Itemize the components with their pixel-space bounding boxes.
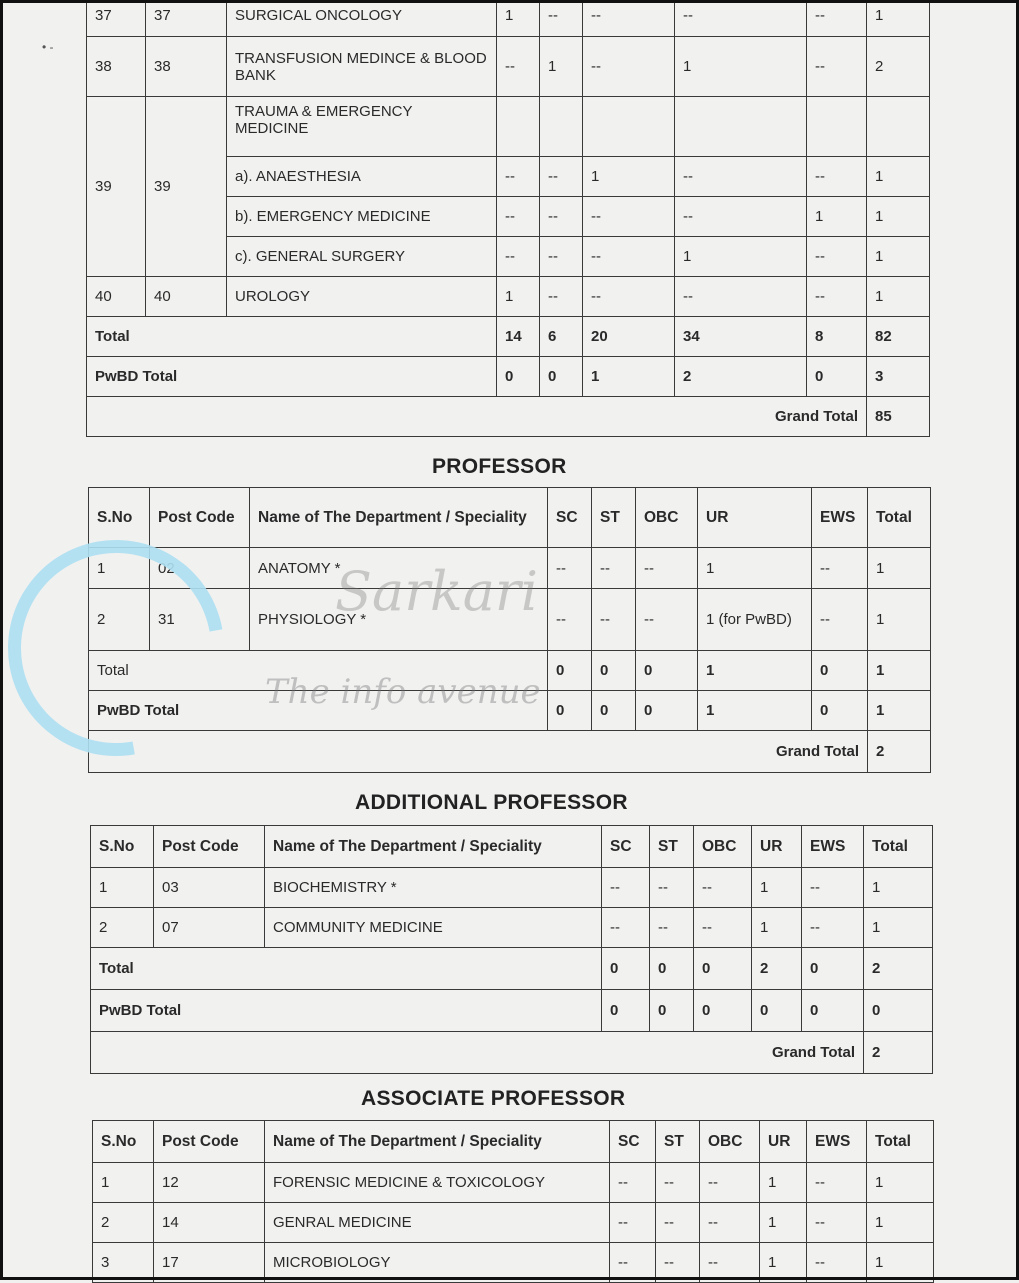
obc-cell: --: [636, 589, 698, 651]
ur-cell: --: [675, 157, 807, 197]
ews-cell: --: [807, 237, 867, 277]
ur-cell: [675, 97, 807, 157]
ur-header: UR: [752, 826, 802, 868]
overall-total: 82: [867, 317, 930, 357]
ews-cell: --: [807, 1243, 867, 1283]
ur-header: UR: [760, 1121, 807, 1163]
post-code-header: Post Code: [154, 1121, 265, 1163]
ur-cell: 1: [760, 1163, 807, 1203]
total-cell: 1: [868, 589, 931, 651]
sno-cell: 38: [87, 37, 146, 97]
st-cell: [540, 97, 583, 157]
obc-total: 0: [694, 948, 752, 990]
st-cell: --: [540, 277, 583, 317]
post-code-cell: 02: [150, 548, 250, 589]
obc-cell: --: [694, 908, 752, 948]
department-cell: b). EMERGENCY MEDICINE: [227, 197, 497, 237]
header-row: [91, 826, 933, 868]
post-code-cell: 12: [154, 1163, 265, 1203]
overall-pwbd: 3: [867, 357, 930, 397]
pwbd-total-row: [87, 357, 930, 397]
sno-cell: 40: [87, 277, 146, 317]
obc-cell: --: [583, 37, 675, 97]
table-row: [91, 868, 933, 908]
department-cell: COMMUNITY MEDICINE: [265, 908, 602, 948]
st-pwbd: 0: [650, 990, 694, 1032]
header-row: [89, 488, 931, 548]
st-cell: --: [540, 157, 583, 197]
obc-total: 20: [583, 317, 675, 357]
ur-cell: --: [675, 0, 807, 37]
st-pwbd: 0: [540, 357, 583, 397]
ews-cell: --: [807, 1163, 867, 1203]
grand-total-value: 2: [868, 731, 931, 773]
ews-cell: --: [812, 548, 868, 589]
sc-cell: --: [548, 548, 592, 589]
obc-cell: 1: [583, 157, 675, 197]
section-title-associate-professor: ASSOCIATE PROFESSOR: [361, 1087, 626, 1110]
obc-cell: --: [583, 277, 675, 317]
ews-total: 0: [802, 948, 864, 990]
sc-cell: --: [610, 1203, 656, 1243]
department-cell: FORENSIC MEDICINE & TOXICOLOGY: [265, 1163, 610, 1203]
ur-header: UR: [698, 488, 812, 548]
st-cell: --: [592, 548, 636, 589]
department-cell: UROLOGY: [227, 277, 497, 317]
st-cell: --: [650, 908, 694, 948]
sc-cell: --: [497, 237, 540, 277]
st-pwbd: 0: [592, 691, 636, 731]
sc-cell: --: [497, 37, 540, 97]
st-header: ST: [650, 826, 694, 868]
continued-table: [86, 0, 930, 437]
department-cell: BIOCHEMISTRY *: [265, 868, 602, 908]
ur-pwbd: 0: [752, 990, 802, 1032]
sno-cell: 1: [91, 868, 154, 908]
department-cell: PHYSIOLOGY *: [250, 589, 548, 651]
pwbd-total-label: PwBD Total: [91, 990, 602, 1032]
st-header: ST: [656, 1121, 700, 1163]
total-header: Total: [868, 488, 931, 548]
ur-total: 34: [675, 317, 807, 357]
total-label: Total: [91, 948, 602, 990]
obc-cell: --: [700, 1203, 760, 1243]
st-cell: --: [592, 589, 636, 651]
pwbd-total-label: PwBD Total: [89, 691, 548, 731]
continued-table-block: [86, 0, 929, 437]
table-row: [87, 97, 930, 157]
ews-header: EWS: [802, 826, 864, 868]
scan-speck: • -: [42, 40, 54, 54]
st-cell: --: [540, 0, 583, 37]
ews-header: EWS: [812, 488, 868, 548]
ews-cell: --: [802, 868, 864, 908]
post-code-cell: 17: [154, 1243, 265, 1283]
obc-total: 0: [636, 651, 698, 691]
ews-pwbd: 0: [802, 990, 864, 1032]
section-title-additional-professor: ADDITIONAL PROFESSOR: [355, 791, 628, 814]
department-cell: GENRAL MEDICINE: [265, 1203, 610, 1243]
sc-cell: --: [602, 908, 650, 948]
watermark-signature: Sarkari: [335, 560, 539, 623]
post-code-cell: 07: [154, 908, 265, 948]
additional-professor-table: [90, 825, 933, 1074]
grand-total-value: 85: [867, 397, 930, 437]
ur-cell: 1: [752, 868, 802, 908]
post-code-cell: 38: [146, 37, 227, 97]
sc-cell: --: [610, 1163, 656, 1203]
sno-header: S.No: [91, 826, 154, 868]
sc-cell: --: [602, 868, 650, 908]
st-header: ST: [592, 488, 636, 548]
total-header: Total: [867, 1121, 934, 1163]
total-cell: 1: [867, 197, 930, 237]
sc-cell: 1: [497, 277, 540, 317]
ews-cell: --: [807, 1203, 867, 1243]
associate-professor-table-block: [92, 1120, 933, 1283]
obc-header: OBC: [694, 826, 752, 868]
department-cell: MICROBIOLOGY: [265, 1243, 610, 1283]
post-code-cell: 37: [146, 0, 227, 37]
st-cell: --: [540, 197, 583, 237]
table-row: [87, 277, 930, 317]
obc-pwbd: 1: [583, 357, 675, 397]
total-row: [87, 317, 930, 357]
sno-header: S.No: [89, 488, 150, 548]
obc-cell: --: [636, 548, 698, 589]
st-cell: --: [540, 237, 583, 277]
sc-cell: --: [497, 197, 540, 237]
sc-cell: --: [548, 589, 592, 651]
sno-cell: 2: [89, 589, 150, 651]
department-cell: SURGICAL ONCOLOGY: [227, 0, 497, 37]
overall-pwbd: 1: [868, 691, 931, 731]
ur-pwbd: 2: [675, 357, 807, 397]
ur-pwbd: 1: [698, 691, 812, 731]
total-cell: 1: [864, 908, 933, 948]
sno-cell: 37: [87, 0, 146, 37]
pwbd-total-row: [91, 990, 933, 1032]
department-header: Name of The Department / Speciality: [265, 1121, 610, 1163]
post-code-cell: 31: [150, 589, 250, 651]
department-cell: TRANSFUSION MEDINCE & BLOOD BANK: [227, 37, 497, 97]
sc-cell: [497, 97, 540, 157]
total-label: Total: [89, 651, 548, 691]
st-cell: --: [656, 1203, 700, 1243]
st-cell: --: [656, 1243, 700, 1283]
obc-cell: [583, 97, 675, 157]
grand-total-row: [89, 731, 931, 773]
obc-header: OBC: [700, 1121, 760, 1163]
sno-cell: 1: [93, 1163, 154, 1203]
grand-total-value: 2: [864, 1032, 933, 1074]
ur-cell: 1: [675, 37, 807, 97]
total-cell: 1: [867, 1163, 934, 1203]
table-row: [87, 37, 930, 97]
st-cell: --: [650, 868, 694, 908]
department-group-cell: TRAUMA & EMERGENCY MEDICINE: [227, 97, 497, 157]
department-cell: ANATOMY *: [250, 548, 548, 589]
sno-cell: 2: [91, 908, 154, 948]
ews-total: 8: [807, 317, 867, 357]
additional-professor-table-block: [90, 825, 932, 1074]
obc-cell: --: [700, 1163, 760, 1203]
sc-header: SC: [610, 1121, 656, 1163]
sc-pwbd: 0: [548, 691, 592, 731]
department-cell: a). ANAESTHESIA: [227, 157, 497, 197]
total-row: [91, 948, 933, 990]
post-code-header: Post Code: [150, 488, 250, 548]
sc-cell: --: [497, 157, 540, 197]
total-cell: [867, 97, 930, 157]
sno-cell: 3: [93, 1243, 154, 1283]
department-header: Name of The Department / Speciality: [265, 826, 602, 868]
watermark-tagline: The info avenue: [265, 672, 541, 712]
overall-total: 1: [868, 651, 931, 691]
section-title-professor: PROFESSOR: [432, 455, 567, 478]
sno-cell: 1: [89, 548, 150, 589]
total-label: Total: [87, 317, 497, 357]
table-row: [87, 0, 930, 37]
st-total: 6: [540, 317, 583, 357]
sc-cell: 1: [497, 0, 540, 37]
post-code-header: Post Code: [154, 826, 265, 868]
overall-pwbd: 0: [864, 990, 933, 1032]
st-cell: --: [656, 1163, 700, 1203]
grand-total-row: [91, 1032, 933, 1074]
ur-cell: 1: [752, 908, 802, 948]
ur-cell: 1: [698, 548, 812, 589]
obc-header: OBC: [636, 488, 698, 548]
post-code-cell: 40: [146, 277, 227, 317]
ur-cell: 1: [760, 1203, 807, 1243]
post-code-cell: 03: [154, 868, 265, 908]
obc-cell: --: [583, 237, 675, 277]
sno-header: S.No: [93, 1121, 154, 1163]
total-cell: 1: [867, 277, 930, 317]
total-header: Total: [864, 826, 933, 868]
sc-total: 0: [602, 948, 650, 990]
sc-pwbd: 0: [497, 357, 540, 397]
post-code-cell: 14: [154, 1203, 265, 1243]
sc-pwbd: 0: [602, 990, 650, 1032]
total-cell: 1: [867, 157, 930, 197]
obc-cell: --: [694, 868, 752, 908]
associate-professor-table: [92, 1120, 934, 1283]
ur-cell: --: [675, 277, 807, 317]
obc-pwbd: 0: [694, 990, 752, 1032]
ur-cell: 1: [760, 1243, 807, 1283]
grand-total-label: Grand Total: [91, 1032, 864, 1074]
ur-total: 1: [698, 651, 812, 691]
total-cell: 1: [868, 548, 931, 589]
ews-cell: --: [812, 589, 868, 651]
grand-total-label: Grand Total: [87, 397, 867, 437]
ews-cell: --: [807, 37, 867, 97]
sc-header: SC: [602, 826, 650, 868]
ews-cell: --: [807, 0, 867, 37]
grand-total-label: Grand Total: [89, 731, 868, 773]
total-cell: 1: [867, 237, 930, 277]
total-cell: 1: [867, 0, 930, 37]
table-row: [93, 1203, 934, 1243]
obc-cell: --: [583, 197, 675, 237]
ews-total: 0: [812, 651, 868, 691]
sno-cell: 39: [87, 97, 146, 277]
st-cell: 1: [540, 37, 583, 97]
obc-cell: --: [700, 1243, 760, 1283]
header-row: [93, 1121, 934, 1163]
ur-total: 2: [752, 948, 802, 990]
ur-cell: 1: [675, 237, 807, 277]
ews-cell: [807, 97, 867, 157]
ews-pwbd: 0: [807, 357, 867, 397]
sc-header: SC: [548, 488, 592, 548]
ur-cell: 1 (for PwBD): [698, 589, 812, 651]
total-cell: 1: [864, 868, 933, 908]
st-total: 0: [650, 948, 694, 990]
table-row: [93, 1163, 934, 1203]
ews-pwbd: 0: [812, 691, 868, 731]
ews-cell: 1: [807, 197, 867, 237]
ews-cell: --: [807, 277, 867, 317]
obc-cell: --: [583, 0, 675, 37]
total-cell: 2: [867, 37, 930, 97]
table-row: [93, 1243, 934, 1283]
department-header: Name of The Department / Speciality: [250, 488, 548, 548]
sc-cell: --: [610, 1243, 656, 1283]
ews-cell: --: [807, 157, 867, 197]
post-code-cell: 39: [146, 97, 227, 277]
sno-cell: 2: [93, 1203, 154, 1243]
total-cell: 1: [867, 1243, 934, 1283]
grand-total-row: [87, 397, 930, 437]
pwbd-total-label: PwBD Total: [87, 357, 497, 397]
table-row: [91, 908, 933, 948]
st-total: 0: [592, 651, 636, 691]
sc-total: 14: [497, 317, 540, 357]
sc-total: 0: [548, 651, 592, 691]
obc-pwbd: 0: [636, 691, 698, 731]
ews-header: EWS: [807, 1121, 867, 1163]
ur-cell: --: [675, 197, 807, 237]
total-cell: 1: [867, 1203, 934, 1243]
ews-cell: --: [802, 908, 864, 948]
department-cell: c). GENERAL SURGERY: [227, 237, 497, 277]
overall-total: 2: [864, 948, 933, 990]
